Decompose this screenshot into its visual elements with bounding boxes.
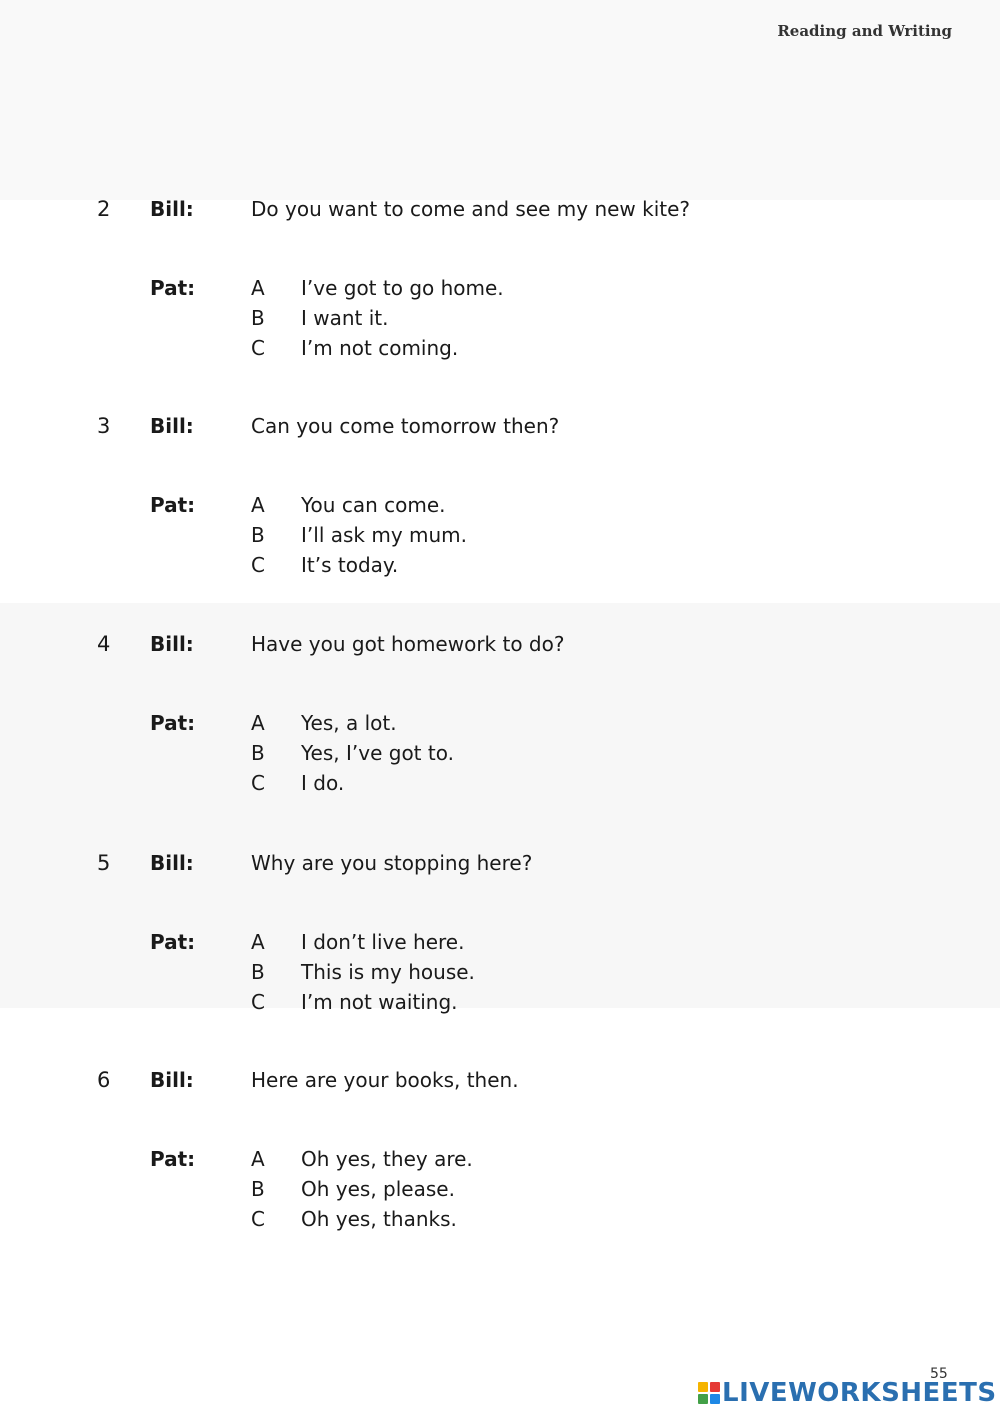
- option-letter[interactable]: A: [251, 276, 265, 300]
- option-text[interactable]: I’ve got to go home.: [301, 276, 504, 300]
- option-text[interactable]: Yes, a lot.: [301, 711, 397, 735]
- option-letter[interactable]: C: [251, 336, 265, 360]
- speaker-label-bill: Bill:: [150, 632, 194, 656]
- bill-line: Have you got homework to do?: [251, 632, 565, 656]
- option-text[interactable]: It’s today.: [301, 553, 399, 577]
- speaker-label-pat: Pat:: [150, 711, 196, 735]
- logo-squares-icon: [698, 1382, 720, 1404]
- question-number: 4: [97, 632, 111, 656]
- option-letter[interactable]: C: [251, 1207, 265, 1231]
- brand-wordmark: LIVEWORKSHEETS: [722, 1378, 997, 1408]
- option-letter[interactable]: B: [251, 523, 265, 547]
- option-text[interactable]: Oh yes, they are.: [301, 1147, 473, 1171]
- option-letter[interactable]: B: [251, 1177, 265, 1201]
- question-number: 3: [97, 414, 111, 438]
- option-text[interactable]: Oh yes, thanks.: [301, 1207, 457, 1231]
- option-text[interactable]: I don’t live here.: [301, 930, 465, 954]
- option-text[interactable]: I’m not coming.: [301, 336, 459, 360]
- option-text[interactable]: Yes, I’ve got to.: [301, 741, 454, 765]
- option-letter[interactable]: B: [251, 960, 265, 984]
- speaker-label-pat: Pat:: [150, 276, 196, 300]
- option-letter[interactable]: B: [251, 306, 265, 330]
- option-letter[interactable]: A: [251, 493, 265, 517]
- option-letter[interactable]: C: [251, 553, 265, 577]
- question-number: 5: [97, 851, 111, 875]
- option-text[interactable]: This is my house.: [301, 960, 475, 984]
- speaker-label-pat: Pat:: [150, 1147, 196, 1171]
- option-text[interactable]: I’ll ask my mum.: [301, 523, 468, 547]
- option-text[interactable]: I’m not waiting.: [301, 990, 458, 1014]
- option-letter[interactable]: C: [251, 990, 265, 1014]
- option-letter[interactable]: A: [251, 1147, 265, 1171]
- option-text[interactable]: Oh yes, please.: [301, 1177, 455, 1201]
- speaker-label-bill: Bill:: [150, 851, 194, 875]
- bill-line: Here are your books, then.: [251, 1068, 519, 1092]
- option-text[interactable]: You can come.: [301, 493, 446, 517]
- question-number: 6: [97, 1068, 111, 1092]
- option-letter[interactable]: B: [251, 741, 265, 765]
- bill-line: Why are you stopping here?: [251, 851, 533, 875]
- speaker-label-pat: Pat:: [150, 930, 196, 954]
- option-letter[interactable]: C: [251, 771, 265, 795]
- option-text[interactable]: I do.: [301, 771, 345, 795]
- speaker-label-bill: Bill:: [150, 197, 194, 221]
- section-header: Reading and Writing: [777, 22, 952, 40]
- speaker-label-pat: Pat:: [150, 493, 196, 517]
- speaker-label-bill: Bill:: [150, 414, 194, 438]
- option-text[interactable]: I want it.: [301, 306, 389, 330]
- speaker-label-bill: Bill:: [150, 1068, 194, 1092]
- question-number: 2: [97, 197, 111, 221]
- option-letter[interactable]: A: [251, 930, 265, 954]
- bill-line: Do you want to come and see my new kite?: [251, 197, 691, 221]
- bill-line: Can you come tomorrow then?: [251, 414, 560, 438]
- page-number: 55: [930, 1366, 948, 1382]
- liveworksheets-logo: [698, 1378, 997, 1408]
- option-letter[interactable]: A: [251, 711, 265, 735]
